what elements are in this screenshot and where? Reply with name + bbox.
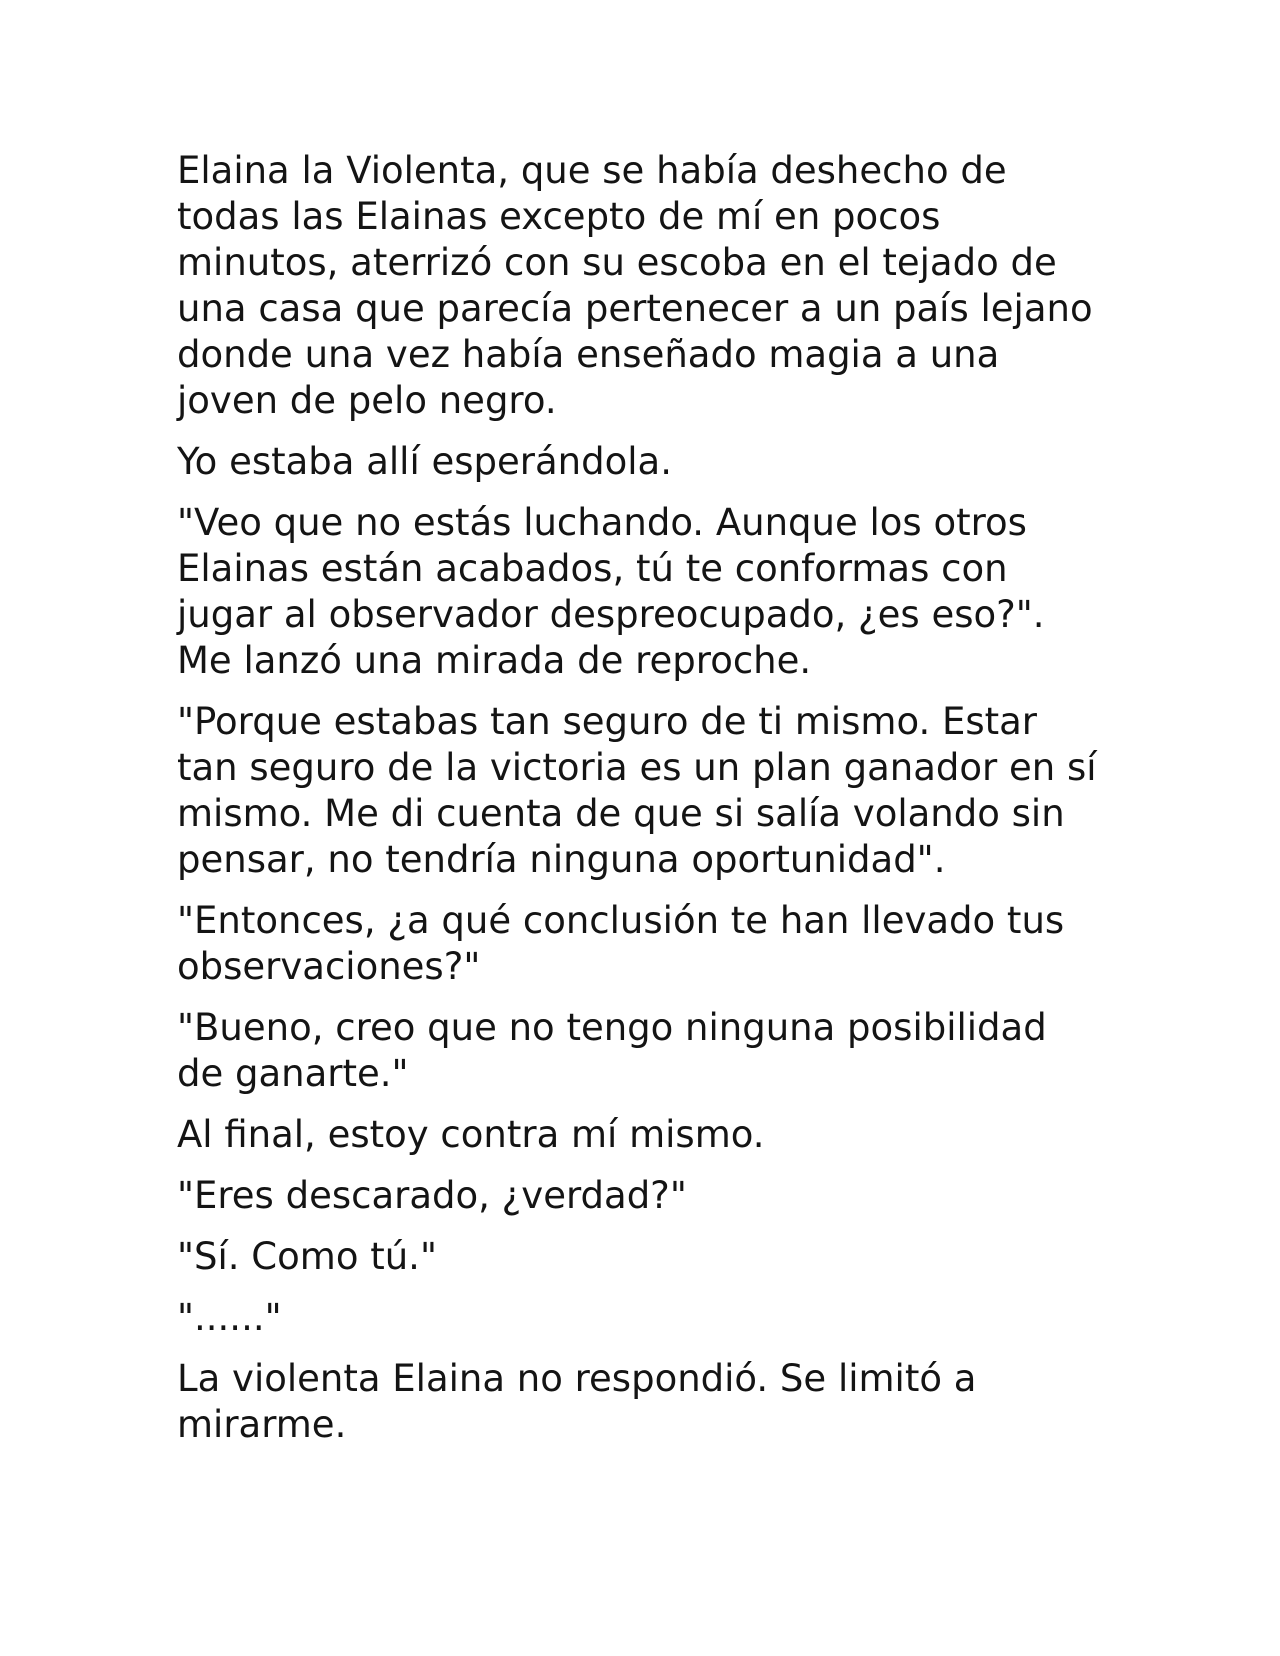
paragraph-3: "Veo que no estás luchando. Aunque los otros Elainas están acabados, tú te conformas con jugar al observador despreocupado, ¿es eso?". Me lanzó una mirada de reproche. xyxy=(177,501,1045,682)
paragraph-9: "Sí. Como tú." xyxy=(177,1235,437,1278)
paragraph-5: "Entonces, ¿a qué conclusión te han llevado tus observaciones?" xyxy=(177,899,1065,988)
paragraph-11: La violenta Elaina no respondió. Se limitó a mirarme. xyxy=(177,1357,977,1446)
paragraph-4: "Porque estabas tan seguro de ti mismo. Estar tan seguro de la victoria es un plan ganador en sí mismo. Me di cuenta de que si salía volando sin pensar, no tendría ninguna oportunidad". xyxy=(177,700,1097,881)
paragraph-6: "Bueno, creo que no tengo ninguna posibilidad de ganarte." xyxy=(177,1006,1047,1095)
body-text xyxy=(177,148,1097,1463)
paragraph-10: "......" xyxy=(177,1296,282,1339)
paragraph-2: Yo estaba allí esperándola. xyxy=(177,440,672,483)
paragraph-1: Elaina la Violenta, que se había deshecho de todas las Elainas excepto de mí en pocos minutos, aterrizó con su escoba en el tejado de una casa que parecía pertenecer a un país lejano donde una vez había enseñado magia a una joven de pelo negro. xyxy=(177,149,1093,422)
paragraph-8: "Eres descarado, ¿verdad?" xyxy=(177,1174,687,1217)
paragraph-7: Al final, estoy contra mí mismo. xyxy=(177,1113,765,1156)
